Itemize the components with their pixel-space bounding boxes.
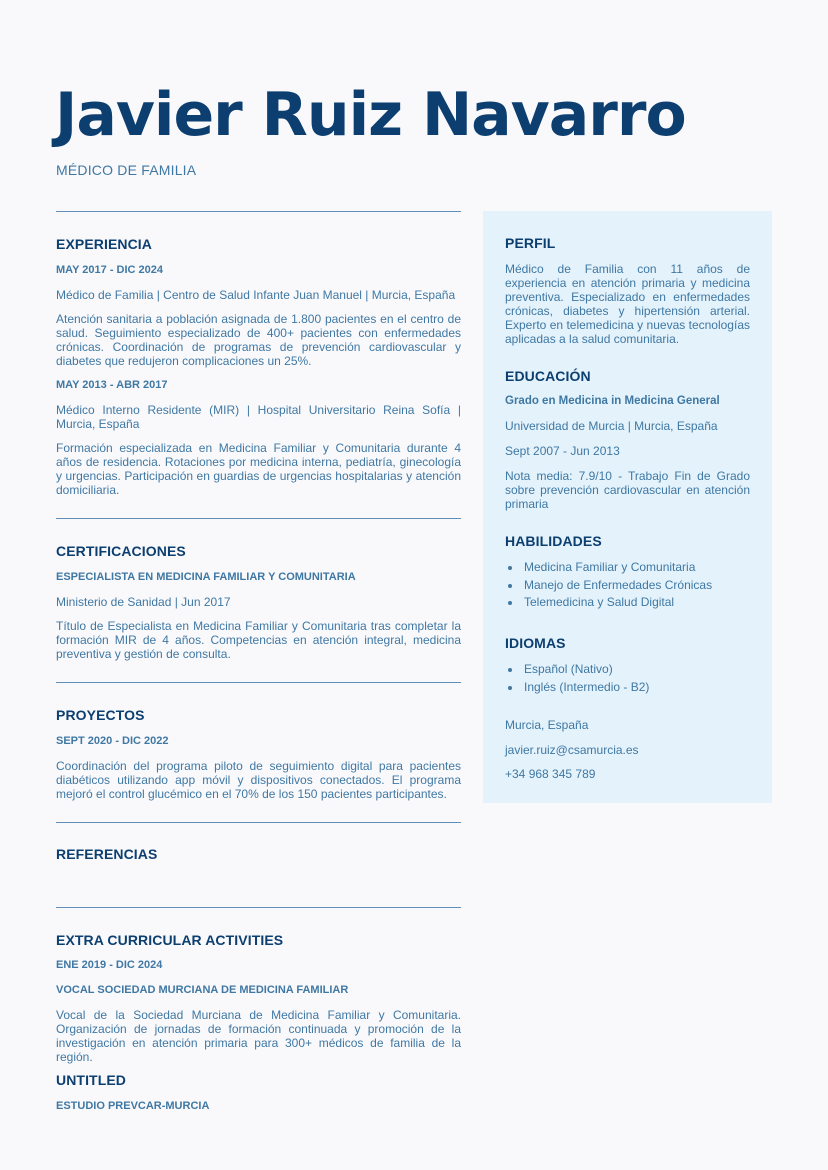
list-item: Telemedicina y Salud Digital	[505, 594, 712, 612]
certification-description: Título de Especialista en Medicina Familiar y Comunitaria tras completar la formación MIR de 4 años. Competencias en atención integral, medicina preventiva y gestión de consulta.	[56, 619, 461, 661]
list-item: Inglés (Intermedio - B2)	[505, 679, 649, 697]
education-note: Nota media: 7.9/10 - Trabajo Fin de Grado sobre prevención cardiovascular en atención primaria	[505, 469, 750, 511]
profile-text: Médico de Familia con 11 años de experiencia en atención primaria y medicina preventiva. Especializado en enfermedades crónicas, diabetes y hipertensión arterial. Experto en telemedicina y nuevas tecnologías aplicadas a la salud comunitaria.	[505, 262, 750, 346]
education-school: Universidad de Murcia | Murcia, España	[505, 419, 718, 433]
list-item: Medicina Familiar y Comunitaria	[505, 559, 712, 577]
skills-list	[505, 559, 712, 612]
contact-phone[interactable]: +34 968 345 789	[505, 767, 596, 781]
languages-heading: IDIOMAS	[505, 635, 566, 651]
job-description: Atención sanitaria a población asignada de 1.800 pacientes en el centro de salud. Seguimiento especializado de 400+ pacientes con enfermedades crónicas. Coordinación de programas de prevención cardiovascular y diabetes que redujeron complicaciones un 25%.	[56, 312, 461, 368]
untitled-subtitle: ESTUDIO PREVCAR-MURCIA	[56, 1100, 210, 1112]
profile-heading: PERFIL	[505, 235, 556, 251]
certification-title: ESPECIALISTA EN MEDICINA FAMILIAR Y COMUNITARIA	[56, 571, 356, 583]
untitled-heading: UNTITLED	[56, 1072, 127, 1088]
candidate-name: Javier Ruiz Navarro	[55, 80, 686, 150]
contact-location: Murcia, España	[505, 718, 589, 732]
list-item: Manejo de Enfermedades Crónicas	[505, 577, 712, 595]
extracurricular-heading: EXTRA CURRICULAR ACTIVITIES	[56, 932, 284, 948]
experience-heading: EXPERIENCIA	[56, 236, 153, 252]
education-degree: Grado en Medicina in Medicina General	[505, 395, 720, 407]
projects-heading: PROYECTOS	[56, 707, 145, 723]
divider	[56, 211, 461, 212]
project-description: Coordinación del programa piloto de seguimiento digital para pacientes diabéticos utilizando app móvil y dispositivos conectados. El programa mejoró el control glucémico en el 70% de los 150 pacientes participantes.	[56, 759, 461, 801]
list-item: Español (Nativo)	[505, 661, 649, 679]
divider	[56, 682, 461, 683]
divider	[56, 907, 461, 908]
education-dates: Sept 2007 - Jun 2013	[505, 444, 620, 458]
certification-issuer: Ministerio de Sanidad | Jun 2017	[56, 595, 231, 609]
job-description: Formación especializada en Medicina Familiar y Comunitaria durante 4 años de residencia. Rotaciones por medicina interna, pediatría, ginecología y urgencias. Participación en guardias de urgencias hospitalarias y atención domiciliaria.	[56, 441, 461, 497]
project-dates: SEPT 2020 - DIC 2022	[56, 735, 169, 747]
activity-description: Vocal de la Sociedad Murciana de Medicina Familiar y Comunitaria. Organización de jornadas de formación continuada y promoción de la investigación en atención primaria para 300+ médicos de familia de la región.	[56, 1008, 461, 1064]
references-heading: REFERENCIAS	[56, 846, 158, 862]
activity-dates: ENE 2019 - DIC 2024	[56, 959, 163, 971]
divider	[56, 822, 461, 823]
certifications-heading: CERTIFICACIONES	[56, 543, 186, 559]
job-dates: MAY 2013 - ABR 2017	[56, 379, 168, 391]
skills-heading: HABILIDADES	[505, 533, 602, 549]
languages-list	[505, 661, 649, 696]
sidebar	[483, 211, 772, 803]
job-title: MÉDICO DE FAMILIA	[56, 162, 197, 178]
job-position: Médico Interno Residente (MIR) | Hospital Universitario Reina Sofía | Murcia, España	[56, 403, 461, 431]
job-dates: MAY 2017 - DIC 2024	[56, 264, 164, 276]
divider	[56, 518, 461, 519]
job-position: Médico de Familia | Centro de Salud Infante Juan Manuel | Murcia, España	[56, 288, 456, 302]
contact-email[interactable]: javier.ruiz@csamurcia.es	[505, 743, 639, 757]
activity-title: VOCAL SOCIEDAD MURCIANA DE MEDICINA FAMILIAR	[56, 984, 349, 996]
education-heading: EDUCACIÓN	[505, 368, 591, 384]
